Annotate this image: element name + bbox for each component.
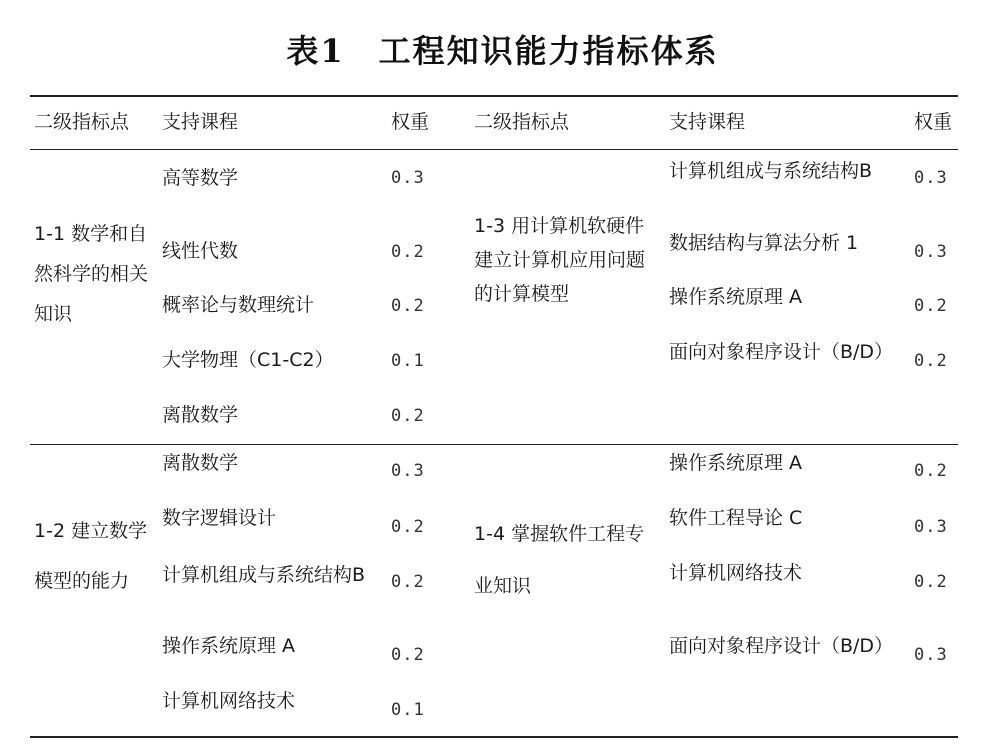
- course-weight: 0.3: [391, 461, 425, 481]
- header-point: 二级指标点: [34, 111, 130, 133]
- course-name: 计算机组成与系统结构B: [162, 564, 366, 586]
- course-name: 数据结构与算法分析 1: [669, 232, 859, 254]
- point-1-1: 1-1 数学和自然科学的相关知识: [34, 223, 149, 325]
- course-weight: 0.2: [391, 296, 425, 316]
- course-weight: 0.3: [914, 168, 948, 188]
- top-rule: [30, 95, 958, 97]
- course-weight: 0.2: [914, 296, 948, 316]
- course-name: 操作系统原理 A: [669, 286, 803, 308]
- course-name: 离散数学: [162, 452, 239, 474]
- course-weight: 0.3: [914, 517, 948, 537]
- course-weight: 0.3: [914, 645, 948, 665]
- course-name: 离散数学: [162, 404, 239, 426]
- course-name: 面向对象程序设计（B/D）: [669, 341, 894, 363]
- course-name: 高等数学: [162, 167, 239, 189]
- course-weight: 0.3: [914, 242, 948, 262]
- course-weight: 0.2: [391, 242, 425, 262]
- point-1-3: 1-3 用计算机软硬件建立计算机应用问题的计算模型: [474, 215, 646, 305]
- point-1-2: 1-2 建立数学模型的能力: [34, 520, 148, 592]
- course-weight: 0.2: [914, 461, 948, 481]
- table-title: 表1 工程知识能力指标体系: [286, 32, 719, 70]
- course-name: 概率论与数理统计: [162, 294, 315, 316]
- course-name: 计算机网络技术: [162, 690, 296, 712]
- course-weight: 0.1: [391, 700, 425, 720]
- header-rule: [30, 149, 958, 150]
- course-weight: 0.3: [391, 168, 425, 188]
- header-point-2: 二级指标点: [474, 111, 570, 133]
- course-name: 计算机组成与系统结构B: [669, 160, 873, 182]
- course-weight: 0.2: [914, 572, 948, 592]
- course-name: 计算机网络技术: [669, 562, 803, 584]
- course-name: 软件工程导论 C: [669, 507, 803, 529]
- header-weight-2: 权重: [914, 111, 953, 133]
- course-weight: 0.2: [914, 351, 948, 371]
- course-name: 操作系统原理 A: [669, 452, 803, 474]
- course-name: 面向对象程序设计（B/D）: [669, 635, 894, 657]
- point-1-4: 1-4 掌握软件工程专业知识: [474, 523, 645, 597]
- header-weight: 权重: [391, 111, 430, 133]
- header-course: 支持课程: [162, 111, 239, 133]
- course-name: 线性代数: [162, 240, 239, 262]
- course-weight: 0.2: [391, 406, 425, 426]
- course-name: 操作系统原理 A: [162, 635, 296, 657]
- course-weight: 0.2: [391, 517, 425, 537]
- course-weight: 0.2: [391, 572, 425, 592]
- course-name: 数字逻辑设计: [162, 507, 277, 529]
- course-weight: 0.2: [391, 645, 425, 665]
- course-weight: 0.1: [391, 351, 425, 371]
- bottom-rule: [30, 736, 958, 738]
- header-course-2: 支持课程: [669, 111, 746, 133]
- course-name: 大学物理（C1-C2）: [162, 349, 334, 371]
